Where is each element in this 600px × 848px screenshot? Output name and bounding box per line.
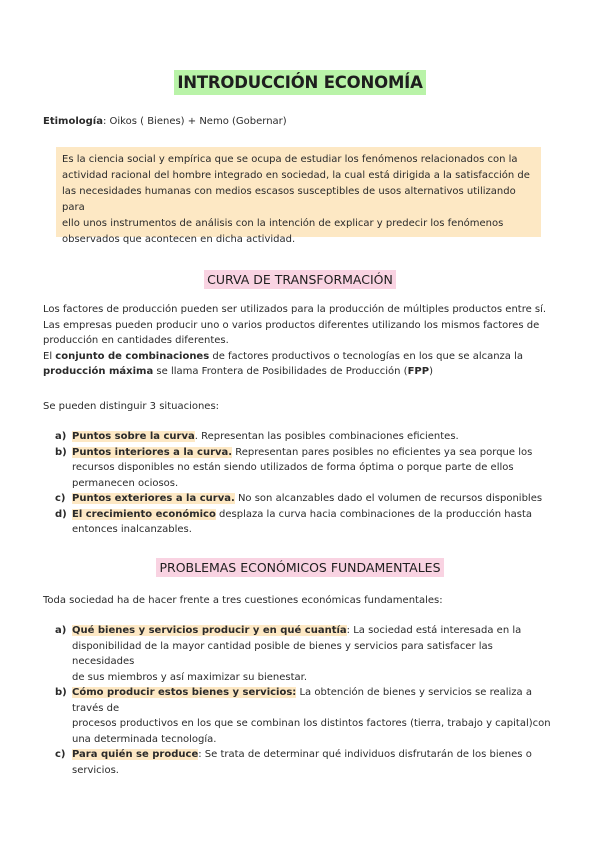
list-marker: b) xyxy=(55,446,67,458)
section-heading-curva: CURVA DE TRANSFORMACIÓN xyxy=(204,270,396,289)
curva-fpp-line-2 xyxy=(43,364,558,380)
list-item xyxy=(55,747,555,778)
bold-term: producción máxima xyxy=(43,366,154,377)
curva-list xyxy=(55,429,555,538)
list-marker: a) xyxy=(55,625,67,636)
highlight-term: Cómo producir estos bienes y servicios: xyxy=(72,687,297,698)
problemas-list xyxy=(55,623,555,778)
list-item xyxy=(55,445,555,492)
curva-line: producción en cantidades diferentes. xyxy=(43,335,229,346)
list-item xyxy=(55,429,555,445)
item-text: desplaza la curva hacia combinaciones de la producción hasta xyxy=(215,508,533,520)
curva-fpp-line-1 xyxy=(43,349,558,365)
definition-line: ello unos instrumentos de análisis con la intención de explicar y predecir los fenómenos xyxy=(62,218,504,229)
list-marker: a) xyxy=(55,431,67,442)
highlight-term: Puntos sobre la curva xyxy=(72,431,195,442)
section-curva-heading-wrap xyxy=(0,269,600,288)
highlight-term: Puntos interiores a la curva. xyxy=(72,446,233,458)
item-text: entonces inalcanzables. xyxy=(72,524,192,535)
section-problemas-heading-wrap xyxy=(0,557,600,576)
curva-line: Las empresas pueden producir uno o varios productos diferentes utilizando los mismos factores de xyxy=(43,319,540,331)
text-fragment: El xyxy=(43,350,56,362)
bold-term: conjunto de combinaciones xyxy=(55,350,210,362)
etimologia-text: : Oikos ( Bienes) + Nemo (Gobernar) xyxy=(102,116,287,127)
item-text: servicios. xyxy=(72,764,119,776)
highlight-term: Qué bienes y servicios producir y en qué cuantía xyxy=(72,625,347,636)
item-text: Representan pares posibles no eficientes ya sea porque los xyxy=(232,446,533,458)
definition-line: Es la ciencia social y empírica que se ocupa de estudiar los fenómenos relacionados con la xyxy=(62,154,518,165)
item-text: : Se trata de determinar qué individuos disfrutarán de los bienes o xyxy=(198,749,532,760)
highlight-term: Puntos exteriores a la curva. xyxy=(72,493,235,504)
highlight-term: Para quién se produce xyxy=(72,749,199,760)
curva-paragraph xyxy=(43,302,558,380)
problemas-intro: Toda sociedad ha de hacer frente a tres cuestiones económicas fundamentales: xyxy=(43,595,443,606)
definition-box xyxy=(56,147,541,245)
item-text: de sus miembros y así maximizar su bienestar. xyxy=(72,671,308,683)
item-text: una determinada tecnología. xyxy=(72,733,217,745)
item-text: : La sociedad está interesada en la xyxy=(346,625,522,636)
highlight-term: El crecimiento económico xyxy=(72,508,216,520)
text-fragment: se llama Frontera de Posibilidades de Producción ( xyxy=(153,366,408,377)
list-marker: b) xyxy=(55,687,67,698)
item-text: procesos productivos en los que se combinan los distintos factores (tierra, trabajo y capital)con xyxy=(72,718,551,729)
list-marker: d) xyxy=(55,508,67,520)
item-text: recursos disponibles no están siendo utilizados de forma óptima o porque parte de ellos xyxy=(72,462,514,473)
title-block xyxy=(0,73,600,92)
etimologia-line xyxy=(43,116,287,127)
item-text: La obtención de bienes y servicios se realiza a través de xyxy=(72,687,532,714)
curva-line: Los factores de producción pueden ser utilizados para la producción de múltiples productos entre sí. xyxy=(43,304,547,315)
list-marker: c) xyxy=(55,749,66,760)
etimologia-label: Etimología xyxy=(43,116,103,127)
item-text: . Representan las posibles combinaciones eficientes. xyxy=(194,431,459,442)
list-item xyxy=(55,623,555,685)
situaciones-intro: Se pueden distinguir 3 situaciones: xyxy=(43,401,220,412)
item-text: No son alcanzables dado el volumen de recursos disponibles xyxy=(234,493,543,504)
list-item xyxy=(55,507,555,538)
bold-term: FPP xyxy=(407,366,430,377)
definition-line: actividad racional del hombre integrado en sociedad, la cual está dirigida a la satisfacción de xyxy=(62,170,530,181)
item-text: permanecen ociosos. xyxy=(72,477,179,489)
list-marker: c) xyxy=(55,493,66,504)
text-fragment: de factores productivos o tecnologías en los que se alcanza la xyxy=(209,350,524,362)
list-item xyxy=(55,685,555,747)
definition-line: las necesidades humanas con medios escasos susceptibles de usos alternativos utilizando para xyxy=(62,186,516,213)
list-item xyxy=(55,491,555,507)
section-heading-problemas: PROBLEMAS ECONÓMICOS FUNDAMENTALES xyxy=(156,558,443,577)
text-fragment: ) xyxy=(429,366,433,377)
definition-line: observados que acontecen en dicha actividad. xyxy=(62,234,296,245)
page-title: INTRODUCCIÓN ECONOMÍA xyxy=(174,70,425,95)
item-text: disponibilidad de la mayor cantidad posible de bienes y servicios para satisfacer las necesidades xyxy=(72,640,493,667)
